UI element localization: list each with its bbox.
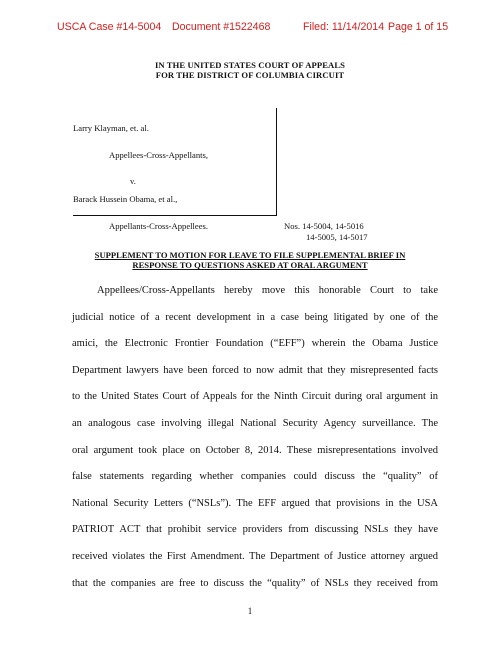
body-line: PATRIOT ACT that prohibit service providers from discussing NSLs they have bbox=[72, 524, 438, 536]
body-line: an analogous case involving illegal National Security Agency surveillance. The bbox=[72, 417, 438, 429]
body-line: that the companies are free to discuss the “quality” of NSLs they received from bbox=[72, 577, 438, 589]
body-line: Appellees/Cross-Appellants hereby move this honorable Court to take bbox=[97, 285, 438, 296]
caption-role-1: Appellees-Cross-Appellants, bbox=[109, 150, 209, 160]
body-line: amici, the Electronic Frontier Foundation (“EFF”) wherein the Obama Justice bbox=[72, 338, 438, 350]
filed-date: Filed: 11/14/2014 bbox=[303, 21, 385, 33]
motion-title-line-2: RESPONSE TO QUESTIONS ASKED AT ORAL ARGUMENT bbox=[132, 260, 368, 270]
ecf-header-stamp bbox=[0, 21, 500, 37]
motion-title-line-1: SUPPLEMENT TO MOTION FOR LEAVE TO FILE SUPPLEMENTAL BRIEF IN bbox=[94, 250, 406, 260]
body-paragraph bbox=[72, 278, 438, 597]
body-line: received violates the First Amendment. The Department of Justice attorney argued bbox=[72, 550, 438, 562]
caption-divider-horizontal bbox=[73, 215, 277, 216]
caption-versus: v. bbox=[130, 176, 136, 186]
page-number: 1 bbox=[247, 606, 253, 616]
document-number: Document #1522468 bbox=[172, 21, 271, 33]
body-line: judicial notice of a recent development in a case being litigated by one of the bbox=[72, 311, 438, 323]
body-line: false statements regarding whether companies could discuss the “quality” of bbox=[72, 471, 438, 483]
caption-party-2: Barack Hussein Obama, et al., bbox=[73, 194, 178, 204]
court-heading-line-2: FOR THE DISTRICT OF COLUMBIA CIRCUIT bbox=[155, 70, 345, 80]
caption-role-2: Appellants-Cross-Appellees. bbox=[109, 221, 209, 231]
caption-divider-vertical bbox=[276, 108, 277, 216]
body-line: National Security Letters (“NSLs”). The EFF argued that provisions in the USA bbox=[72, 497, 438, 509]
body-line: oral argument took place on October 8, 2014. These misrepresentations involved bbox=[72, 444, 438, 456]
body-line: Department lawyers have been forced to now admit that they misrepresented facts bbox=[72, 364, 438, 376]
caption-party-1: Larry Klayman, et. al. bbox=[73, 123, 149, 133]
case-number: USCA Case #14-5004 bbox=[57, 21, 162, 33]
page-count: Page 1 of 15 bbox=[388, 21, 449, 33]
motion-title bbox=[0, 250, 500, 270]
case-numbers-line-2: 14-5005, 14-5017 bbox=[306, 232, 368, 242]
court-heading-line-1: IN THE UNITED STATES COURT OF APPEALS bbox=[154, 60, 346, 70]
case-numbers-line-1: Nos. 14-5004, 14-5016 bbox=[284, 221, 364, 231]
court-heading bbox=[0, 60, 500, 80]
body-line: to the United States Court of Appeals for the Ninth Circuit during oral argument in bbox=[72, 391, 438, 403]
